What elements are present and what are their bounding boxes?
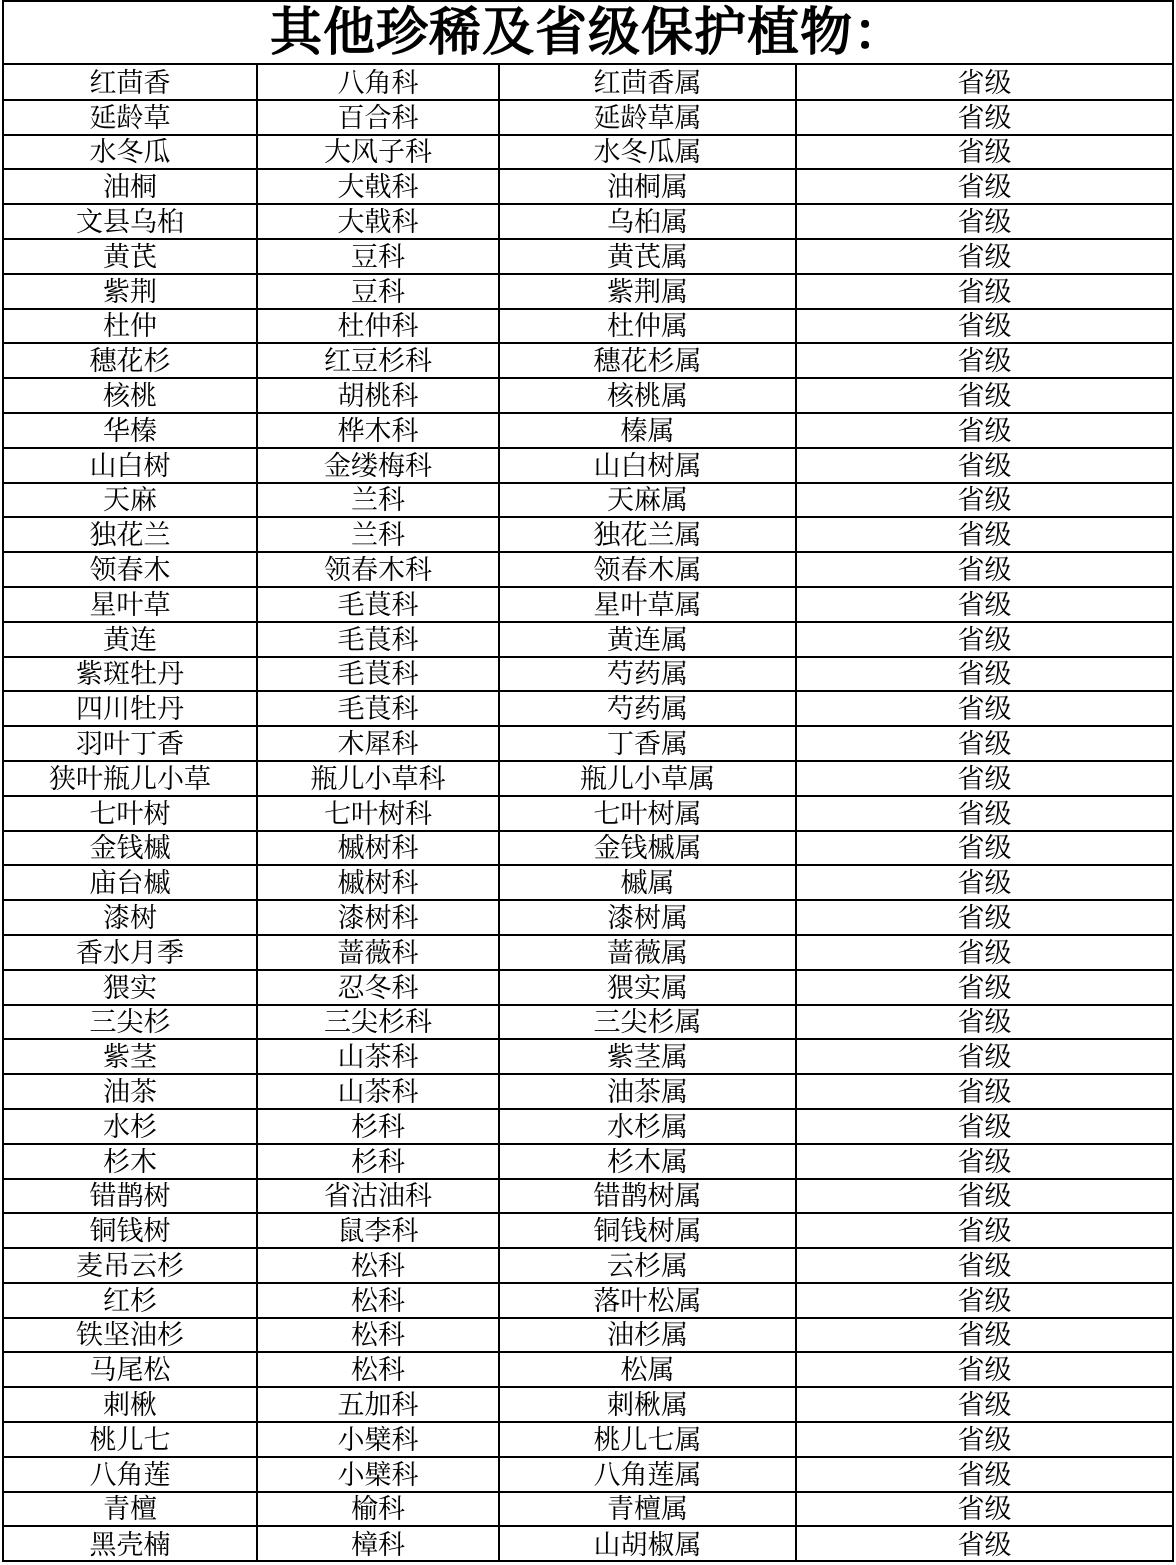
genus-cell[interactable]: 瓶儿小草属 (499, 761, 796, 796)
family-cell[interactable]: 领春木科 (257, 552, 499, 587)
protection-level-cell[interactable]: 省级 (796, 274, 1172, 309)
genus-cell[interactable]: 油茶属 (499, 1074, 796, 1109)
genus-cell[interactable]: 丁香属 (499, 726, 796, 761)
table-row (4, 204, 1172, 239)
family-cell[interactable]: 山茶科 (257, 1039, 499, 1074)
table-row (4, 691, 1172, 726)
genus-cell[interactable]: 紫茎属 (499, 1039, 796, 1074)
genus-cell[interactable]: 红茴香属 (499, 65, 796, 100)
table-row (4, 587, 1172, 622)
family-cell[interactable]: 桦木科 (257, 413, 499, 448)
plant-name-cell[interactable]: 漆树 (4, 900, 257, 935)
plant-name-cell[interactable]: 紫茎 (4, 1039, 257, 1074)
table-row (4, 65, 1172, 100)
genus-cell[interactable]: 黄芪属 (499, 239, 796, 274)
genus-cell[interactable]: 桃儿七属 (499, 1422, 796, 1457)
protection-level-cell[interactable]: 省级 (796, 448, 1172, 483)
table-row (4, 1144, 1172, 1179)
table-row (4, 483, 1172, 518)
plant-name-cell[interactable]: 错鹊树 (4, 1179, 257, 1214)
protection-level-cell[interactable]: 省级 (796, 1352, 1172, 1387)
genus-cell[interactable]: 领春木属 (499, 552, 796, 587)
plant-name-cell[interactable]: 领春木 (4, 552, 257, 587)
protection-level-cell[interactable]: 省级 (796, 761, 1172, 796)
family-cell[interactable]: 豆科 (257, 274, 499, 309)
protection-level-cell[interactable]: 省级 (796, 1179, 1172, 1214)
plant-name-cell[interactable]: 四川牡丹 (4, 691, 257, 726)
table-row (4, 1213, 1172, 1248)
plant-name-cell[interactable]: 油桐 (4, 169, 257, 204)
table-row (4, 1039, 1172, 1074)
genus-cell[interactable]: 漆树属 (499, 900, 796, 935)
family-cell[interactable]: 兰科 (257, 517, 499, 552)
plant-name-cell[interactable]: 刺楸 (4, 1387, 257, 1422)
plant-name-cell[interactable]: 杜仲 (4, 309, 257, 344)
plant-name-cell[interactable]: 青檀 (4, 1492, 257, 1527)
plant-name-cell[interactable]: 羽叶丁香 (4, 726, 257, 761)
genus-cell[interactable]: 金钱槭属 (499, 831, 796, 866)
genus-cell[interactable]: 山白树属 (499, 448, 796, 483)
protection-level-cell[interactable]: 省级 (796, 413, 1172, 448)
genus-cell[interactable]: 芍药属 (499, 657, 796, 692)
family-cell[interactable]: 兰科 (257, 483, 499, 518)
table-row (4, 1352, 1172, 1387)
family-cell[interactable]: 红豆杉科 (257, 343, 499, 378)
table-row (4, 622, 1172, 657)
plant-name-cell[interactable]: 天麻 (4, 483, 257, 518)
protection-level-cell[interactable]: 省级 (957, 1530, 1012, 1562)
protection-level-cell[interactable]: 省级 (796, 1422, 1172, 1457)
family-cell[interactable]: 胡桃科 (257, 378, 499, 413)
plant-name-cell[interactable]: 星叶草 (4, 587, 257, 622)
table-row (4, 1318, 1172, 1353)
protection-level-cell[interactable]: 省级 (796, 865, 1172, 900)
plant-name-cell[interactable]: 延龄草 (4, 100, 257, 135)
sheet-title: 其他珍稀及省级保护植物： (4, 2, 1172, 65)
family-cell[interactable]: 松科 (257, 1318, 499, 1353)
plant-name-cell[interactable]: 黄连 (4, 622, 257, 657)
protection-level-cell[interactable]: 省级 (796, 935, 1172, 970)
genus-cell[interactable]: 杉木属 (499, 1144, 796, 1179)
protection-level-cell[interactable]: 省级 (796, 1213, 1172, 1248)
protection-level-cell[interactable]: 省级 (796, 169, 1172, 204)
table-row (4, 239, 1172, 274)
plant-name-cell[interactable]: 七叶树 (4, 796, 257, 831)
table-row (4, 274, 1172, 309)
family-cell[interactable]: 樟科 (257, 1526, 499, 1561)
family-cell[interactable]: 省沽油科 (257, 1179, 499, 1214)
family-cell[interactable]: 漆树科 (257, 900, 499, 935)
family-cell[interactable]: 鼠李科 (257, 1213, 499, 1248)
protection-level-cell[interactable]: 省级 (796, 239, 1172, 274)
table-row (4, 831, 1172, 866)
table-row (4, 1248, 1172, 1283)
plant-name-cell[interactable]: 黄芪 (4, 239, 257, 274)
protection-level-cell[interactable]: 省级 (796, 970, 1172, 1005)
protection-level-cell[interactable]: 省级 (796, 1248, 1172, 1283)
genus-cell[interactable]: 刺楸属 (499, 1387, 796, 1422)
plant-name-cell[interactable]: 庙台槭 (4, 865, 257, 900)
protection-level-cell[interactable]: 省级 (796, 204, 1172, 239)
family-cell[interactable]: 松科 (257, 1352, 499, 1387)
family-cell[interactable]: 山茶科 (257, 1074, 499, 1109)
plant-name-cell[interactable]: 水冬瓜 (4, 135, 257, 170)
table-row (4, 796, 1172, 831)
family-cell[interactable]: 三尖杉科 (257, 1005, 499, 1040)
genus-cell[interactable]: 榛属 (499, 413, 796, 448)
protection-level-cell[interactable]: 省级 (796, 1318, 1172, 1353)
plant-name-cell[interactable]: 水杉 (4, 1109, 257, 1144)
plant-name-cell[interactable]: 桃儿七 (4, 1422, 257, 1457)
table-row (4, 657, 1172, 692)
family-cell[interactable]: 杉科 (257, 1144, 499, 1179)
table-row (4, 1457, 1172, 1492)
table-row (4, 1283, 1172, 1318)
plant-name-cell[interactable]: 红茴香 (4, 65, 257, 100)
table-row (4, 309, 1172, 344)
table-row (4, 1492, 1172, 1527)
protection-level-cell[interactable]: 省级 (796, 691, 1172, 726)
protection-level-cell[interactable]: 省级 (796, 483, 1172, 518)
protection-level-cell[interactable]: 省级 (796, 1039, 1172, 1074)
plant-table-body (4, 65, 1172, 1561)
plant-name-cell[interactable]: 紫斑牡丹 (4, 657, 257, 692)
family-cell[interactable]: 小檗科 (257, 1457, 499, 1492)
table-row (4, 900, 1172, 935)
protection-level-cell[interactable]: 省级 (796, 1074, 1172, 1109)
table-row (4, 1109, 1172, 1144)
plant-name-cell[interactable]: 三尖杉 (4, 1005, 257, 1040)
plant-name-cell[interactable]: 铁坚油杉 (4, 1318, 257, 1353)
table-row (4, 761, 1172, 796)
plant-name-cell[interactable]: 红杉 (4, 1283, 257, 1318)
protection-level-cell[interactable]: 省级 (796, 796, 1172, 831)
family-cell[interactable]: 槭树科 (257, 865, 499, 900)
family-cell[interactable]: 蔷薇科 (257, 935, 499, 970)
protection-level-cell[interactable]: 省级 (796, 1144, 1172, 1179)
plant-name-cell[interactable]: 穗花杉 (4, 343, 257, 378)
plant-name-cell[interactable]: 香水月季 (4, 935, 257, 970)
family-cell[interactable]: 大戟科 (257, 169, 499, 204)
genus-cell[interactable]: 油桐属 (499, 169, 796, 204)
family-cell[interactable]: 松科 (257, 1283, 499, 1318)
table-row (4, 1422, 1172, 1457)
table-row (4, 378, 1172, 413)
family-cell[interactable]: 八角科 (257, 65, 499, 100)
plant-name-cell[interactable]: 核桃 (4, 378, 257, 413)
family-cell[interactable]: 豆科 (257, 239, 499, 274)
family-cell[interactable]: 百合科 (257, 100, 499, 135)
table-row (4, 135, 1172, 170)
genus-cell[interactable]: 延龄草属 (499, 100, 796, 135)
table-row (4, 448, 1172, 483)
table-row (4, 1526, 1172, 1561)
spreadsheet-sheet (2, 0, 1174, 1562)
protection-level-cell[interactable]: 省级 (796, 657, 1172, 692)
family-cell[interactable]: 松科 (257, 1248, 499, 1283)
family-cell[interactable]: 毛茛科 (257, 622, 499, 657)
protection-level-cell[interactable]: 省级 (796, 65, 1172, 100)
family-cell[interactable]: 大戟科 (257, 204, 499, 239)
plant-name-cell[interactable]: 独花兰 (4, 517, 257, 552)
protection-level-cell[interactable]: 省级 (796, 900, 1172, 935)
protection-level-cell[interactable]: 省级 (796, 1387, 1172, 1422)
family-cell[interactable]: 瓶儿小草科 (257, 761, 499, 796)
genus-cell[interactable]: 云杉属 (499, 1248, 796, 1283)
protection-level-cell[interactable]: 省级 (796, 1457, 1172, 1492)
plant-name-cell[interactable]: 黑壳楠 (4, 1526, 257, 1561)
plant-name-cell[interactable]: 八角莲 (4, 1457, 257, 1492)
family-cell[interactable]: 大风子科 (257, 135, 499, 170)
genus-cell[interactable]: 穗花杉属 (499, 343, 796, 378)
protection-level-cell[interactable]: 省级 (796, 726, 1172, 761)
genus-cell[interactable]: 八角莲属 (499, 1457, 796, 1492)
family-cell[interactable]: 小檗科 (257, 1422, 499, 1457)
genus-cell[interactable]: 水冬瓜属 (499, 135, 796, 170)
plant-table (4, 65, 1172, 1561)
protection-level-cell[interactable]: 省级 (796, 1283, 1172, 1318)
family-cell[interactable]: 毛茛科 (257, 691, 499, 726)
table-row (4, 970, 1172, 1005)
genus-cell[interactable]: 乌桕属 (499, 204, 796, 239)
plant-name-cell[interactable]: 狭叶瓶儿小草 (4, 761, 257, 796)
family-cell[interactable]: 杜仲科 (257, 309, 499, 344)
plant-name-cell[interactable]: 油茶 (4, 1074, 257, 1109)
genus-cell[interactable]: 蔷薇属 (499, 935, 796, 970)
protection-level-cell[interactable]: 省级 (796, 1005, 1172, 1040)
table-row (4, 413, 1172, 448)
protection-level-cell[interactable]: 省级 (796, 343, 1172, 378)
family-cell[interactable]: 木犀科 (257, 726, 499, 761)
table-row (4, 1179, 1172, 1214)
table-row (4, 169, 1172, 204)
plant-name-cell[interactable]: 紫荆 (4, 274, 257, 309)
genus-cell[interactable]: 七叶树属 (499, 796, 796, 831)
family-cell[interactable]: 槭树科 (257, 831, 499, 866)
table-row (4, 517, 1172, 552)
protection-level-cell[interactable]: 省级 (796, 1109, 1172, 1144)
family-cell[interactable]: 榆科 (257, 1492, 499, 1527)
genus-cell[interactable]: 黄连属 (499, 622, 796, 657)
protection-level-cell[interactable]: 省级 (796, 135, 1172, 170)
family-cell[interactable]: 毛茛科 (257, 587, 499, 622)
genus-cell[interactable]: 猥实属 (499, 970, 796, 1005)
genus-cell[interactable]: 青檀属 (499, 1492, 796, 1527)
genus-cell[interactable]: 铜钱树属 (499, 1213, 796, 1248)
plant-name-cell[interactable]: 铜钱树 (4, 1213, 257, 1248)
plant-name-cell[interactable]: 华榛 (4, 413, 257, 448)
genus-cell[interactable]: 错鹊树属 (499, 1179, 796, 1214)
table-row (4, 865, 1172, 900)
table-row (4, 1005, 1172, 1040)
table-row (4, 935, 1172, 970)
table-row (4, 100, 1172, 135)
table-row (4, 552, 1172, 587)
family-cell[interactable]: 忍冬科 (257, 970, 499, 1005)
table-row (4, 1074, 1172, 1109)
plant-name-cell[interactable]: 金钱槭 (4, 831, 257, 866)
genus-cell[interactable]: 天麻属 (499, 483, 796, 518)
genus-cell[interactable]: 芍药属 (499, 691, 796, 726)
protection-level-cell[interactable]: 省级 (796, 378, 1172, 413)
protection-level-cell[interactable]: 省级 (796, 517, 1172, 552)
genus-cell[interactable]: 核桃属 (499, 378, 796, 413)
protection-level-cell[interactable]: 省级 (796, 100, 1172, 135)
plant-name-cell[interactable]: 杉木 (4, 1144, 257, 1179)
family-cell[interactable]: 金缕梅科 (257, 448, 499, 483)
protection-level-cell[interactable]: 省级 (796, 1492, 1172, 1527)
genus-cell[interactable]: 独花兰属 (499, 517, 796, 552)
genus-cell[interactable]: 油杉属 (499, 1318, 796, 1353)
plant-name-cell[interactable]: 山白树 (4, 448, 257, 483)
genus-cell[interactable]: 山胡椒属 (499, 1526, 796, 1561)
genus-cell[interactable]: 星叶草属 (499, 587, 796, 622)
protection-level-cell[interactable]: 省级 (796, 552, 1172, 587)
protection-level-cell[interactable]: 省级 (796, 309, 1172, 344)
plant-name-cell[interactable]: 猥实 (4, 970, 257, 1005)
family-cell[interactable]: 五加科 (257, 1387, 499, 1422)
family-cell[interactable]: 七叶树科 (257, 796, 499, 831)
plant-name-cell[interactable]: 马尾松 (4, 1352, 257, 1387)
genus-cell[interactable]: 杜仲属 (499, 309, 796, 344)
genus-cell[interactable]: 水杉属 (499, 1109, 796, 1144)
table-row (4, 343, 1172, 378)
protection-level-cell[interactable]: 省级 (796, 587, 1172, 622)
genus-cell[interactable]: 松属 (499, 1352, 796, 1387)
family-cell[interactable]: 毛茛科 (257, 657, 499, 692)
protection-level-cell[interactable]: 省级 (796, 831, 1172, 866)
table-row (4, 1387, 1172, 1422)
plant-name-cell[interactable]: 文县乌桕 (4, 204, 257, 239)
family-cell[interactable]: 杉科 (257, 1109, 499, 1144)
table-row (4, 726, 1172, 761)
genus-cell[interactable]: 槭属 (499, 865, 796, 900)
genus-cell[interactable]: 落叶松属 (499, 1283, 796, 1318)
genus-cell[interactable]: 三尖杉属 (499, 1005, 796, 1040)
genus-cell[interactable]: 紫荆属 (499, 274, 796, 309)
protection-level-cell[interactable]: 省级 (796, 622, 1172, 657)
plant-name-cell[interactable]: 麦吊云杉 (4, 1248, 257, 1283)
